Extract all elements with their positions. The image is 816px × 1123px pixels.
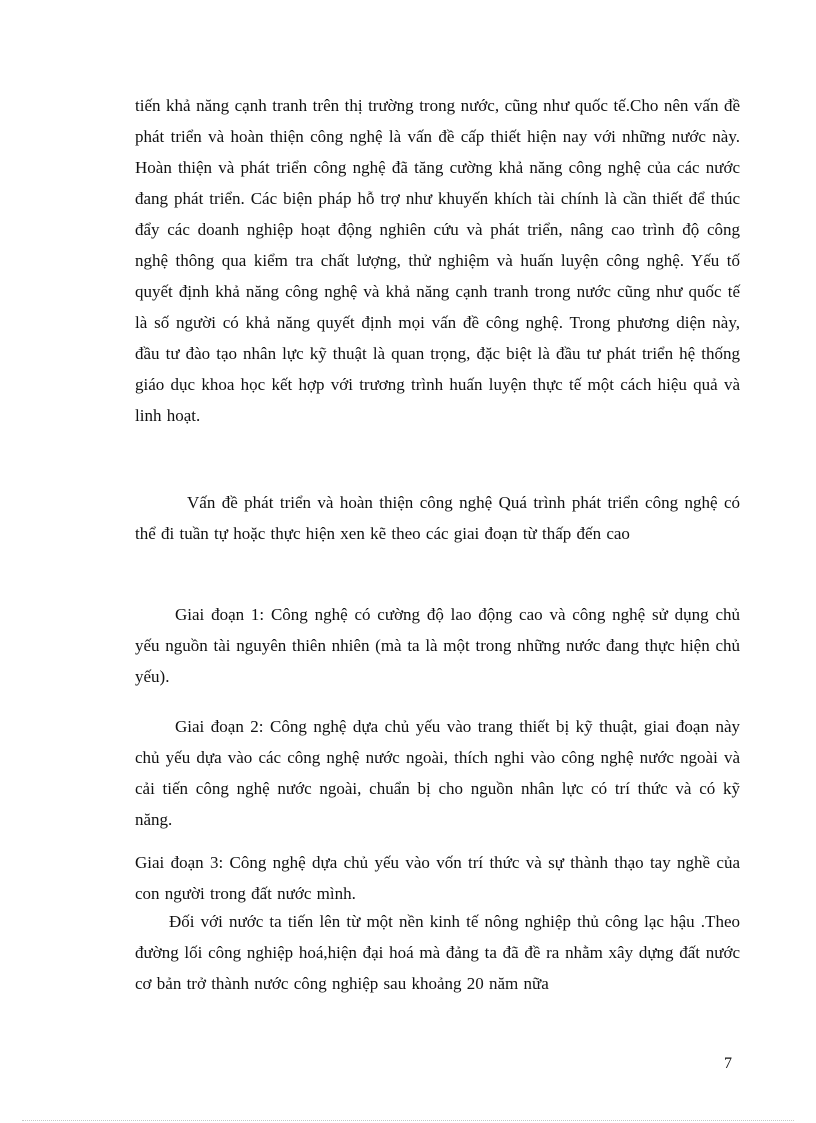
- page-number: 7: [724, 1055, 732, 1072]
- paragraph-2: Vấn đề phát triển và hoàn thiện công nghệ Quá trình phát triển công nghệ có thể đi tuần tự hoặc thực hiện xen kẽ theo các giai đoạn từ thấp đến cao: [135, 493, 740, 543]
- page-bottom-divider: [22, 1120, 794, 1121]
- paragraph-4: Giai đoạn 2: Công nghệ dựa chủ yếu vào trang thiết bị kỹ thuật, giai đoạn này chủ yếu dựa vào các công nghệ nước ngoài, thích nghi vào công nghệ nước ngoài và cải tiến công nghệ nước ngoài, chuẩn bị cho nguồn nhân lực có trí thức và có kỹ năng.: [135, 717, 740, 829]
- paragraph-3: Giai đoạn 1: Công nghệ có cường độ lao động cao và công nghệ sử dụng chủ yếu nguồn tài nguyên thiên nhiên (mà ta là một trong những nước đang thực hiện chủ yếu).: [135, 605, 740, 686]
- paragraph-5: Giai đoạn 3: Công nghệ dựa chủ yếu vào vốn trí thức và sự thành thạo tay nghề của con người trong đất nước mình.: [135, 853, 740, 903]
- paragraph-6: Đối với nước ta tiến lên từ một nền kinh tế nông nghiệp thủ công lạc hậu .Theo đường lối công nghiệp hoá,hiện đại hoá mà đảng ta đã đề ra nhằm xây dựng đất nước cơ bản trở thành nước công nghiệp sau khoảng 20 năm nữa: [135, 912, 740, 993]
- paragraph-1: tiến khả năng cạnh tranh trên thị trường trong nước, cũng như quốc tế.Cho nên vấn đề phát triển và hoàn thiện công nghệ là vấn đề cấp thiết hiện nay với những nước này. Hoàn thiện và phát triển công nghệ đã tăng cường khả năng công nghệ của các nước đang phát triển. Các biện pháp hỗ trợ như khuyến khích tài chính là cần thiết để thúc đẩy các doanh nghiệp hoạt động nghiên cứu và phát triển, nâng cao trình độ công nghệ thông qua kiểm tra chất lượng, thử nghiệm và huấn luyện công nghệ. Yếu tố quyết định khả năng công nghệ và khả năng cạnh tranh trong nước cũng như quốc tế là số người có khả năng quyết định mọi vấn đề công nghệ. Trong phương diện này, đầu tư đào tạo nhân lực kỹ thuật là quan trọng, đặc biệt là đầu tư phát triển hệ thống giáo dục khoa học kết hợp với trương trình huấn luyện thực tế một cách hiệu quả và linh hoạt.: [135, 96, 740, 425]
